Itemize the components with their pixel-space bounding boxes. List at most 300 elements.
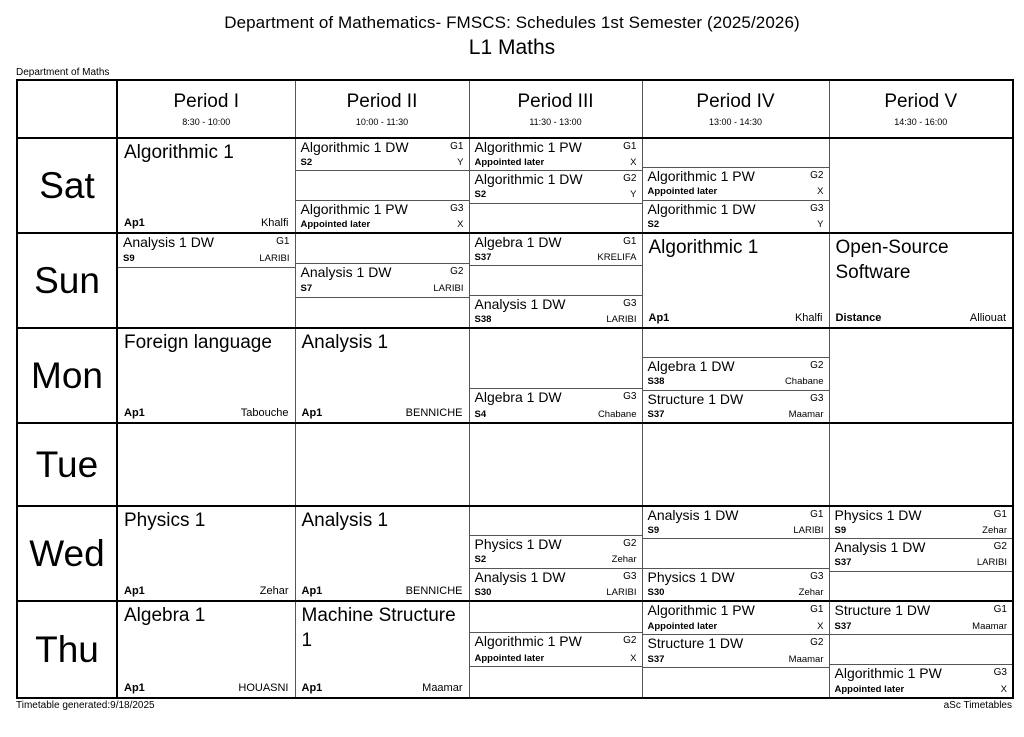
lesson-entry [296, 263, 469, 296]
lesson-group-badge: G1 [810, 604, 824, 615]
lesson-entry-bottom [835, 526, 1008, 536]
day-row [17, 423, 1013, 506]
timetable-cell [469, 601, 642, 698]
lesson-room: S30 [647, 586, 665, 598]
lesson-meta [124, 682, 289, 694]
lesson-group-badge: G2 [623, 635, 637, 646]
lesson-slots [470, 234, 642, 327]
lesson-subject: Structure 1 DW [647, 635, 744, 651]
empty-slot [118, 267, 295, 327]
lesson-group-badge: G2 [450, 266, 464, 278]
lesson-entry-bottom [648, 377, 824, 387]
lesson-entry [643, 200, 829, 232]
lesson-subject: Algorithmic 1 PW [647, 602, 755, 618]
empty-slot [470, 329, 642, 388]
lesson-room: Appointed later [647, 186, 718, 198]
lesson-room: S38 [474, 313, 492, 325]
lesson-teacher: Zehar [982, 524, 1007, 536]
lesson-group-badge: G3 [810, 202, 824, 214]
lesson-subject: Physics 1 DW [474, 536, 562, 553]
lesson-room: S37 [647, 653, 665, 665]
lesson-entry [470, 170, 642, 202]
generated-date: Timetable generated:9/18/2025 [16, 700, 155, 711]
day-label: Tue [35, 443, 99, 485]
lesson-group-badge: G3 [993, 667, 1007, 678]
lesson-subject: Algorithmic 1 [648, 237, 759, 258]
lesson-teacher: Khalfi [260, 217, 289, 229]
lesson-entry [643, 568, 829, 600]
day-row [17, 138, 1013, 233]
lesson-entry [296, 200, 469, 232]
lesson-entry [470, 139, 642, 170]
timetable-cell [117, 138, 295, 233]
lesson-teacher: KRELIFA [597, 251, 637, 263]
lesson-group-badge: G3 [623, 297, 637, 309]
lesson-entry-full [118, 602, 295, 697]
lesson-entry-bottom [648, 655, 824, 665]
empty-slot [643, 329, 829, 357]
period-label: Period III [517, 91, 594, 112]
timetable-cell [642, 506, 829, 601]
lesson-subject: Algorithmic 1 DW [647, 200, 756, 217]
lesson-room: S9 [647, 524, 660, 536]
timetable-cell [469, 506, 642, 601]
lesson-room: Ap1 [124, 217, 145, 229]
lesson-teacher: X [817, 620, 824, 632]
lesson-slots [296, 139, 469, 232]
day-label-cell [17, 138, 117, 233]
lesson-entry [830, 664, 1013, 697]
lesson-entry-top [475, 634, 637, 649]
lesson-entry-top [475, 297, 637, 312]
lesson-subject: Analysis 1 DW [647, 507, 739, 523]
lesson-teacher: Alliouat [969, 312, 1006, 324]
lesson-teacher: Y [817, 218, 824, 230]
day-label-cell [17, 601, 117, 698]
timetable-cell [642, 423, 829, 506]
lesson-teacher: HOUASNI [238, 682, 289, 694]
corner-cell [17, 80, 117, 138]
page-title: Department of Mathematics- FMSCS: Schedules 1st Semester (2025/2026) [224, 13, 800, 32]
period-header-row [17, 80, 1013, 138]
period-label: Period I [173, 91, 239, 112]
lesson-entry-top [475, 570, 637, 585]
lesson-room: S37 [834, 557, 852, 569]
lesson-teacher: Maamar [972, 620, 1007, 632]
period-label: Period II [346, 91, 418, 112]
lesson-entry-bottom [301, 220, 464, 230]
lesson-entry-top [123, 235, 290, 250]
lesson-teacher: Maamar [788, 408, 824, 420]
lesson-entry-top [835, 508, 1008, 523]
lesson-group-badge: G2 [810, 637, 824, 648]
day-row [17, 233, 1013, 328]
lesson-room: Ap1 [124, 682, 145, 694]
empty-slot [470, 602, 642, 632]
lesson-room: S2 [300, 156, 313, 168]
lesson-entry-top [835, 666, 1008, 681]
lesson-slots [296, 234, 469, 327]
lesson-meta [302, 585, 463, 597]
lesson-room: Appointed later [647, 620, 718, 632]
period-header-cell [642, 80, 829, 138]
lesson-subject: Algorithmic 1 PW [474, 139, 582, 155]
period-time: 13:00 - 14:30 [708, 117, 763, 127]
lesson-teacher: BENNICHE [405, 407, 463, 419]
lesson-room: S4 [474, 408, 487, 420]
lesson-entry-bottom [648, 588, 824, 598]
timetable-cell [829, 328, 1013, 423]
lesson-group-badge: G1 [810, 509, 824, 520]
lesson-slots [643, 507, 829, 600]
lesson-group-badge: G1 [450, 141, 464, 152]
lesson-entry [643, 390, 829, 422]
lesson-entry-bottom [648, 220, 824, 230]
lesson-entry-bottom [123, 254, 290, 264]
lesson-subject: Analysis 1 DW [300, 264, 392, 281]
lesson-subject: Analysis 1 [301, 510, 389, 531]
empty-slot [643, 667, 829, 697]
timetable-cell [469, 138, 642, 233]
lesson-teacher: Khalfi [794, 312, 823, 324]
lesson-meta [124, 585, 289, 597]
lesson-room: Ap1 [301, 407, 323, 419]
lesson-group-badge: G2 [623, 538, 637, 550]
timetable-cell [469, 423, 642, 506]
lesson-teacher: Chabane [597, 408, 637, 420]
lesson-entry-full [118, 329, 295, 422]
lesson-entry-top [475, 537, 637, 552]
lesson-group-badge: G3 [810, 570, 824, 582]
lesson-entry-bottom [648, 622, 824, 632]
period-label: Period V [884, 91, 958, 112]
lesson-room: Ap1 [301, 682, 323, 694]
lesson-group-badge: G3 [623, 570, 637, 582]
lesson-group-badge: G3 [450, 202, 464, 214]
lesson-room: Ap1 [124, 407, 145, 419]
lesson-room: S7 [300, 283, 313, 295]
empty-slot [470, 666, 642, 697]
lesson-teacher: BENNICHE [405, 585, 463, 597]
lesson-entry-top [301, 202, 464, 217]
empty-slot [830, 634, 1013, 664]
lesson-subject: Structure 1 DW [647, 390, 744, 407]
lesson-subject: Analysis 1 DW [834, 539, 926, 556]
lesson-subject: Physics 1 DW [647, 568, 735, 585]
day-label-cell [17, 233, 117, 328]
lesson-teacher: Zehar [611, 554, 637, 566]
lesson-room: Ap1 [124, 585, 145, 597]
lesson-entry-top [648, 359, 824, 374]
lesson-entry [830, 602, 1013, 634]
lesson-teacher: X [1000, 683, 1007, 695]
lesson-subject: Physics 1 DW [834, 507, 922, 523]
lesson-entry-top [648, 636, 824, 651]
day-label: Mon [31, 354, 103, 396]
lesson-subject: Physics 1 [124, 510, 206, 531]
lesson-entry [470, 535, 642, 567]
lesson-room: Appointed later [300, 218, 371, 230]
lesson-group-badge: G1 [623, 236, 637, 247]
day-label-cell [17, 423, 117, 506]
lesson-room: S2 [647, 218, 660, 230]
timetable-cell [829, 601, 1013, 698]
lesson-room: S38 [647, 376, 665, 388]
lesson-subject: Algebra 1 DW [647, 358, 735, 375]
lesson-entry [470, 388, 642, 422]
lesson-entry-full [296, 507, 469, 600]
lesson-meta [302, 407, 463, 419]
day-row [17, 506, 1013, 601]
period-header-cell [295, 80, 469, 138]
timetable-cell [642, 601, 829, 698]
lesson-teacher: LARIBI [433, 283, 464, 295]
lesson-room: S9 [834, 524, 847, 536]
empty-slot [643, 538, 829, 567]
timetable-head [17, 80, 1013, 138]
lesson-group-badge: G2 [623, 173, 637, 185]
timetable-cell [829, 138, 1013, 233]
lesson-group-badge: G2 [810, 360, 824, 372]
lesson-teacher: LARIBI [606, 313, 637, 325]
lesson-teacher: LARIBI [606, 586, 637, 598]
lesson-entry-full [830, 234, 1013, 327]
lesson-room: Appointed later [474, 652, 545, 664]
lesson-entry-top [648, 508, 824, 523]
lesson-entry-bottom [475, 315, 637, 325]
lesson-teacher: Maamar [422, 682, 463, 694]
lesson-entry-top [835, 540, 1008, 555]
lesson-slots [470, 329, 642, 422]
lesson-room: Appointed later [834, 683, 905, 695]
timetable-cell [117, 233, 295, 328]
lesson-entry-bottom [475, 588, 637, 598]
lesson-room: Distance [835, 312, 882, 324]
footer [16, 700, 1012, 711]
lesson-teacher: LARIBI [976, 557, 1007, 569]
lesson-entry-top [648, 202, 824, 217]
lesson-entry-top [648, 169, 824, 184]
lesson-meta [836, 312, 1007, 324]
lesson-entry-bottom [301, 158, 464, 168]
timetable-cell [642, 328, 829, 423]
lesson-entry [830, 538, 1013, 570]
timetable-cell [117, 328, 295, 423]
lesson-entry-top [648, 392, 824, 407]
lesson-entry [296, 139, 469, 170]
timetable-cell [295, 506, 469, 601]
timetable-cell [642, 233, 829, 328]
period-time: 8:30 - 10:00 [182, 117, 231, 127]
lesson-entry-top [835, 603, 1008, 618]
timetable-cell [295, 138, 469, 233]
lesson-room: S30 [474, 586, 492, 598]
timetable-cell [642, 138, 829, 233]
lesson-teacher: LARIBI [259, 253, 290, 265]
empty-slot [296, 297, 469, 327]
lesson-entry-bottom [475, 253, 637, 263]
lesson-subject: Machine Structure 1 [301, 605, 456, 651]
lesson-room: S9 [123, 253, 135, 265]
lesson-entry-bottom [835, 685, 1008, 695]
timetable-cell [295, 423, 469, 506]
empty-slot [470, 507, 642, 535]
timetable-cell [829, 506, 1013, 601]
lesson-entry-bottom [475, 654, 637, 664]
lesson-subject: Algorithmic 1 DW [300, 139, 409, 155]
lesson-entry [470, 568, 642, 600]
empty-slot [643, 139, 829, 167]
lesson-subject: Algorithmic 1 PW [300, 200, 408, 217]
period-header-cell [469, 80, 642, 138]
lesson-entry-top [475, 140, 637, 155]
day-label-cell [17, 506, 117, 601]
lesson-entry-bottom [301, 284, 464, 294]
lesson-subject: Foreign language [124, 332, 272, 353]
lesson-subject: Analysis 1 DW [123, 234, 215, 250]
lesson-entry [643, 507, 829, 538]
page-subtitle: L1 Maths [468, 36, 556, 59]
timetable-cell [117, 601, 295, 698]
period-time: 14:30 - 16:00 [894, 117, 948, 127]
empty-slot [830, 571, 1013, 600]
lesson-teacher: Zehar [798, 586, 824, 598]
lesson-room: S2 [474, 554, 487, 566]
lesson-teacher: LARIBI [793, 524, 824, 536]
lesson-entry [470, 234, 642, 265]
lesson-entry-top [301, 140, 464, 155]
lesson-entry-full [296, 329, 469, 422]
lesson-teacher: X [457, 218, 464, 230]
lesson-entry-bottom [475, 410, 637, 420]
lesson-entry-bottom [835, 558, 1008, 568]
lesson-entry-bottom [835, 622, 1008, 632]
day-label: Wed [29, 532, 105, 574]
lesson-teacher: X [630, 652, 637, 664]
lesson-group-badge: G1 [993, 509, 1007, 520]
lesson-subject: Algebra 1 DW [474, 389, 562, 406]
lesson-subject: Algorithmic 1 PW [474, 633, 582, 649]
lesson-entry [470, 632, 642, 666]
timetable-cell [295, 601, 469, 698]
lesson-slots [643, 329, 829, 422]
lesson-teacher: X [817, 186, 824, 198]
lesson-group-badge: G2 [993, 541, 1007, 553]
timetable-cell [829, 423, 1013, 506]
lesson-slots [643, 602, 829, 697]
lesson-entry-bottom [475, 555, 637, 565]
lesson-subject: Analysis 1 DW [474, 295, 566, 312]
lesson-entry [643, 634, 829, 667]
department-label: Department of Maths [16, 67, 110, 78]
lesson-subject: Open-Source Software [835, 237, 949, 283]
timetable-body [17, 138, 1013, 698]
lesson-slots [830, 602, 1013, 697]
lesson-entry-top [648, 570, 824, 585]
lesson-slots [643, 139, 829, 232]
day-label: Thu [35, 628, 99, 670]
lesson-entry-top [648, 603, 824, 618]
brand-label: aSc Timetables [943, 700, 1012, 711]
lesson-group-badge: G1 [993, 604, 1007, 615]
lesson-room: S37 [474, 251, 492, 263]
lesson-teacher: Tabouche [240, 407, 289, 419]
period-time: 10:00 - 11:30 [355, 117, 409, 127]
lesson-room: Appointed later [474, 156, 545, 168]
lesson-entry-bottom [648, 187, 824, 197]
lesson-meta [649, 312, 823, 324]
lesson-subject: Algorithmic 1 [124, 142, 234, 163]
timetable-cell [829, 233, 1013, 328]
empty-slot [296, 234, 469, 263]
lesson-entry [118, 234, 295, 267]
lesson-subject: Algebra 1 [124, 605, 206, 626]
lesson-teacher: X [630, 156, 637, 168]
lesson-teacher: Maamar [788, 653, 824, 665]
lesson-entry-top [475, 172, 637, 187]
lesson-entry-full [643, 234, 829, 327]
lesson-entry [643, 602, 829, 634]
lesson-meta [124, 217, 289, 229]
period-label: Period IV [696, 91, 775, 112]
lesson-group-badge: G3 [810, 392, 824, 404]
timetable-cell [469, 328, 642, 423]
lesson-entry-top [475, 235, 637, 250]
lesson-teacher: Zehar [259, 585, 289, 597]
lesson-teacher: Y [457, 156, 464, 168]
timetable-cell [469, 233, 642, 328]
lesson-slots [470, 507, 642, 600]
lesson-subject: Algorithmic 1 PW [647, 168, 755, 185]
lesson-entry-bottom [648, 526, 824, 536]
lesson-room: S37 [834, 620, 852, 632]
day-label: Sat [39, 164, 95, 206]
lesson-subject: Analysis 1 DW [474, 568, 566, 585]
lesson-entry-bottom [475, 190, 637, 200]
lesson-subject: Structure 1 DW [834, 602, 931, 618]
period-time: 11:30 - 13:00 [529, 117, 582, 127]
lesson-entry-top [301, 265, 464, 280]
lesson-entry-bottom [648, 410, 824, 420]
lesson-slots [470, 602, 642, 697]
lesson-room: Ap1 [301, 585, 323, 597]
lesson-teacher: Chabane [784, 376, 824, 388]
lesson-slots [118, 234, 295, 327]
lesson-room: S2 [474, 189, 487, 201]
period-header-cell [829, 80, 1013, 138]
lesson-subject: Algorithmic 1 PW [834, 665, 942, 681]
day-label: Sun [34, 259, 100, 301]
lesson-entry-full [296, 602, 469, 697]
lesson-subject: Analysis 1 [301, 332, 389, 353]
lesson-subject: Algorithmic 1 DW [474, 171, 583, 188]
timetable-cell [117, 506, 295, 601]
lesson-group-badge: G3 [623, 391, 637, 403]
empty-slot [296, 170, 469, 199]
lesson-group-badge: G1 [623, 141, 637, 152]
period-header-cell [117, 80, 295, 138]
lesson-meta [124, 407, 289, 419]
lesson-room: Ap1 [648, 312, 670, 324]
lesson-teacher: Y [630, 189, 637, 201]
empty-slot [470, 265, 642, 294]
lesson-entry-top [475, 390, 637, 405]
timetable [16, 79, 1014, 699]
timetable-cell [295, 233, 469, 328]
lesson-slots [470, 139, 642, 232]
lesson-entry-bottom [475, 158, 637, 168]
lesson-room: S37 [647, 408, 665, 420]
